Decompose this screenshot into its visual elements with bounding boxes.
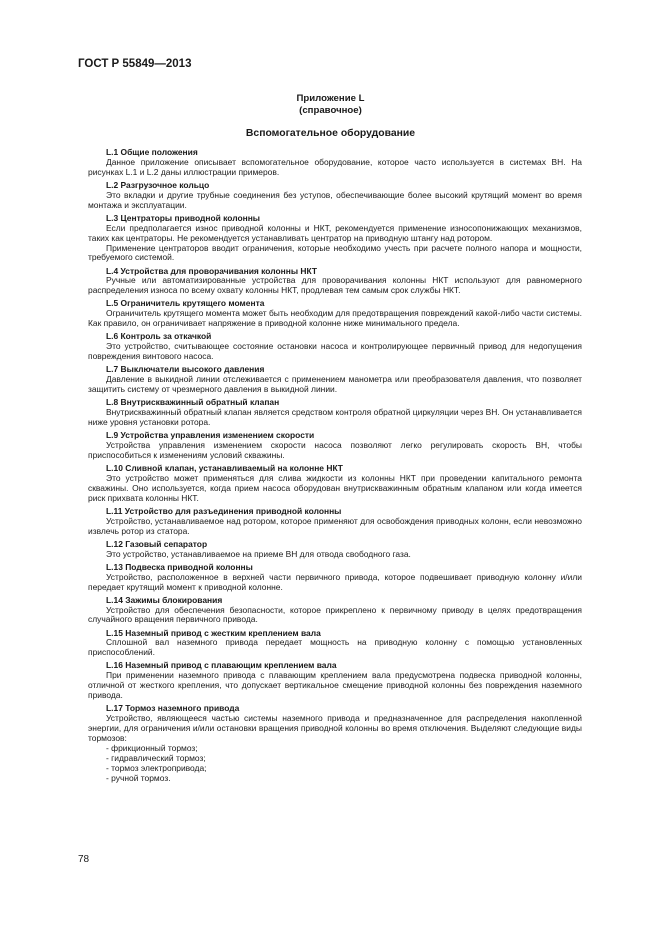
section-paragraph: При применении наземного привода с плавающим креплением вала предусмотрена подвеска приводной колонны, отличной от жесткого крепления, что допускает вертикальное смещение приводной колонны без повреждения наземного привода. [88,670,582,701]
section-paragraph: Устройство для обеспечения безопасности, которое прикреплено к первичному приводу в целях предотвращения случайного вращения первичного привода. [88,604,582,625]
section-heading: L.7 Выключатели высокого давления [106,364,265,375]
section-title: Вспомогательное оборудование [245,128,416,139]
section-heading: L.6 Контроль за откачкой [106,331,212,342]
document-body [88,148,582,787]
section-heading: L.15 Наземный привод с жестким креплением вала [106,627,321,638]
section-paragraph: Это устройство, устанавливаемое на приеме ВН для отвода свободного газа. [106,548,411,559]
section [88,398,582,428]
section-paragraph: Ограничитель крутящего момента может быть необходим для предотвращения повреждений какой-либо части системы. Как правило, он ограничивает напряжение в приводной колонне ниже минимального предела. [88,308,582,329]
section [88,365,582,395]
section-paragraph: Это устройство, считывающее состояние остановки насоса и контролирующее первичный привод для недопущения повреждения винтового насоса. [88,341,582,362]
section-heading: L.13 Подвеска приводной колонны [106,561,253,572]
section-paragraph: Устройство, являющееся частью системы наземного привода и предназначенное для распределения накопленной энергии, для ограничения и/или остановки вращения приводной колонны во время отключения. Выделяют следующие виды тормозов: [88,713,582,743]
section-paragraph: Данное приложение описывает вспомогательное оборудование, которое часто используется в системах ВН. На рисунках L.1 и L.2 даны иллюстрации примеров. [88,156,582,177]
section [88,464,582,504]
section-heading: L.5 Ограничитель крутящего момента [106,298,265,309]
section-heading: L.4 Устройства для проворачивания колонны НКТ [106,265,317,276]
section-paragraph: Ручные или автоматизированные устройства для проворачивания колонны НКТ используют для равномерного распределения износа по всему охвату колонны НКТ, продлевая тем самым срок службы НКТ. [88,275,582,296]
section-paragraph: Устройство, расположенное в верхней части первичного привода, которое подвешивает приводную колонну и/или передает крутящий момент к приводной колонне. [88,571,582,592]
section [88,661,582,701]
list-item: - ручной тормоз. [106,772,171,783]
section [88,214,582,264]
section-heading: L.3 Центраторы приводной колонны [106,212,260,223]
section-paragraph: Сплошной вал наземного привода передает мощность на приводную колонну с помощью установленных приспособлений. [88,637,582,658]
section-heading: L.1 Общие положения [106,147,198,157]
section [88,629,582,659]
section [88,332,582,362]
section-heading: L.8 Внутрискважинный обратный клапан [106,397,280,408]
section-heading: L.2 Разгрузочное кольцо [106,179,210,190]
annex-title: Приложение L [296,93,365,104]
section [88,507,582,537]
section [88,148,582,178]
section-paragraph: Устройство, устанавливаемое над ротором, которое применяют для освобождения приводных колонн, если невозможно извлечь ротор из статора. [88,515,582,536]
section-heading: L.11 Устройство для разъединения приводной колонны [106,505,342,516]
section [88,299,582,329]
section-heading: L.17 Тормоз наземного привода [106,703,240,714]
list-item: - тормоз электропривода; [106,762,207,773]
list-item: - фрикционный тормоз; [106,742,198,753]
section [88,704,582,783]
standard-code: ГОСТ Р 55849—2013 [78,58,192,70]
section [88,596,582,626]
section-paragraph: Это вкладки и другие трубные соединения без уступов, обеспечивающие более высокий крутящий момент во время монтажа и эксплуатации. [88,189,582,210]
brake-types-list [88,744,582,784]
section [88,563,582,593]
section [88,267,582,297]
section-paragraph: Если предполагается износ приводной колонны и НКТ, рекомендуется применение износопонижающих механизмов, таких как центраторы. Не рекомендуется устанавливать центратор на приводную штангу над ротором. [88,222,582,243]
section-heading: L.16 Наземный привод с плавающим креплением вала [106,660,337,671]
section [88,540,582,560]
section-paragraph: Устройства управления изменением скорости насоса позволяют легко регулировать скорость ВН, чтобы приспособиться к изменениям условий скважины. [88,439,582,460]
section-paragraph: Давление в выкидной линии отслеживается с применением манометра или преобразователя давления, что позволяет защитить систему от чрезмерного давления в выкидной линии. [88,374,582,395]
section-paragraph: Это устройство может применяться для слива жидкости из колонны НКТ при проведении капитального ремонта скважины. Оно используется, когда прием насоса оборудован внутрискважинным обратным клапаном или когда имеется риск прихвата колонны НКТ. [88,472,582,503]
section-heading: L.14 Зажимы блокирования [106,594,223,605]
page-number: 78 [78,854,90,865]
annex-subtitle: (справочное) [299,105,362,116]
section-heading: L.12 Газовый сепаратор [106,538,208,549]
section-paragraph: Внутрискважинный обратный клапан является средством контроля обратной циркуляции через ВН. Он устанавливается ниже уровня установки ротора. [88,407,582,427]
section [88,181,582,211]
section-paragraph: Применение центраторов вводит ограничения, которые необходимо учесть при расчете полного напора и мощности, требуемого системой. [88,242,582,263]
section-heading: L.9 Устройства управления изменением скорости [106,430,315,441]
section [88,431,582,461]
list-item: - гидравлический тормоз; [106,752,206,763]
section-heading: L.10 Сливной клапан, устанавливаемый на колонне НКТ [106,462,343,473]
